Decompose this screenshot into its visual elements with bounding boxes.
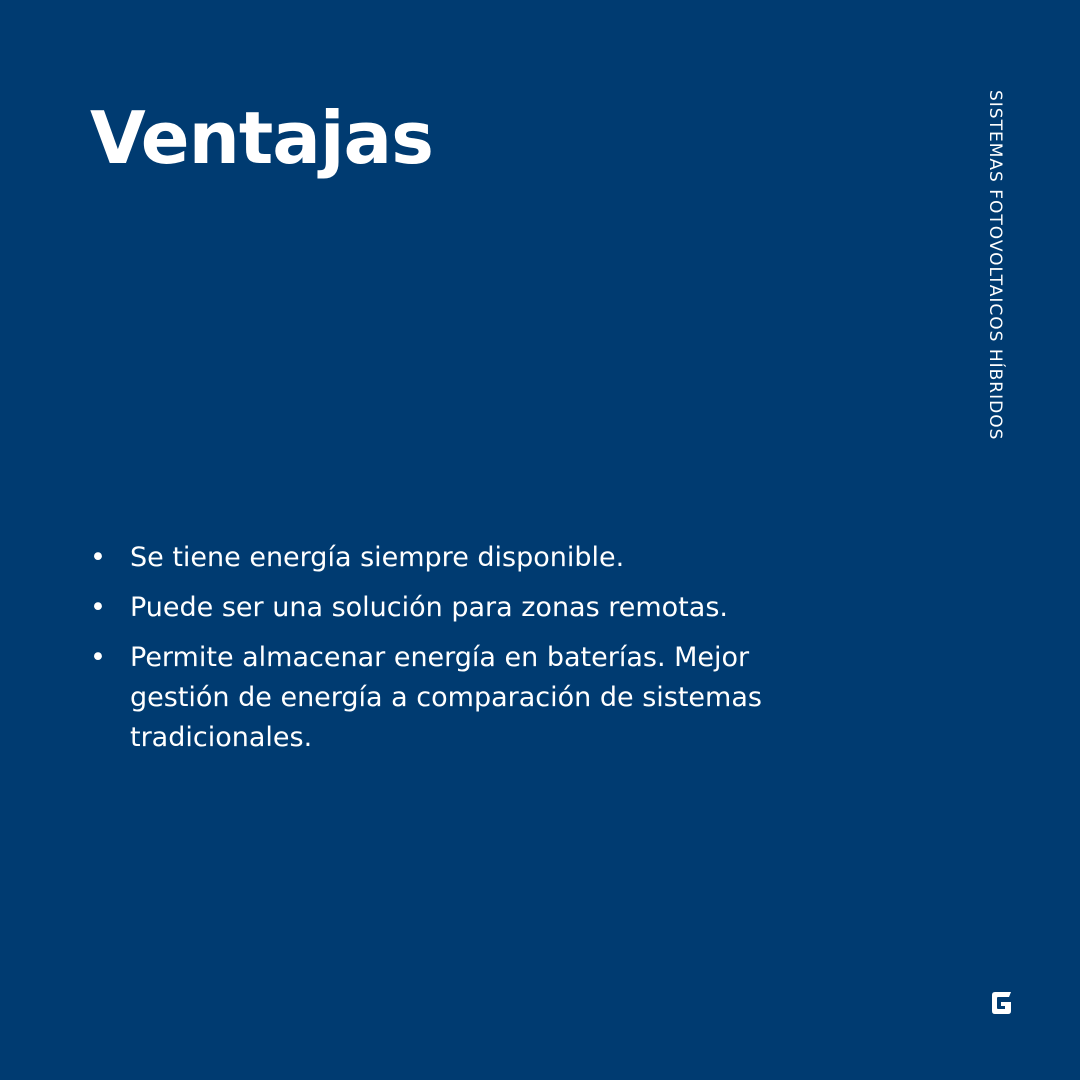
slide-title: Ventajas <box>90 96 433 180</box>
list-item <box>90 638 830 758</box>
list-item <box>90 538 830 578</box>
bullet-dot-icon: • <box>90 592 106 623</box>
bullet-dot-icon: • <box>90 642 106 673</box>
bullet-text: Puede ser una solución para zonas remotas. <box>130 592 728 623</box>
bullet-list <box>90 538 830 768</box>
bullet-text: Se tiene energía siempre disponible. <box>130 542 625 573</box>
bullet-text: Permite almacenar energía en baterías. Mejor gestión de energía a comparación de sistemas tradicionales. <box>130 642 762 753</box>
list-item <box>90 588 830 628</box>
side-label: SISTEMAS FOTOVOLTAICOS HÍBRIDOS <box>985 90 1005 441</box>
g-logo-icon <box>988 990 1014 1016</box>
bullet-dot-icon: • <box>90 542 106 573</box>
